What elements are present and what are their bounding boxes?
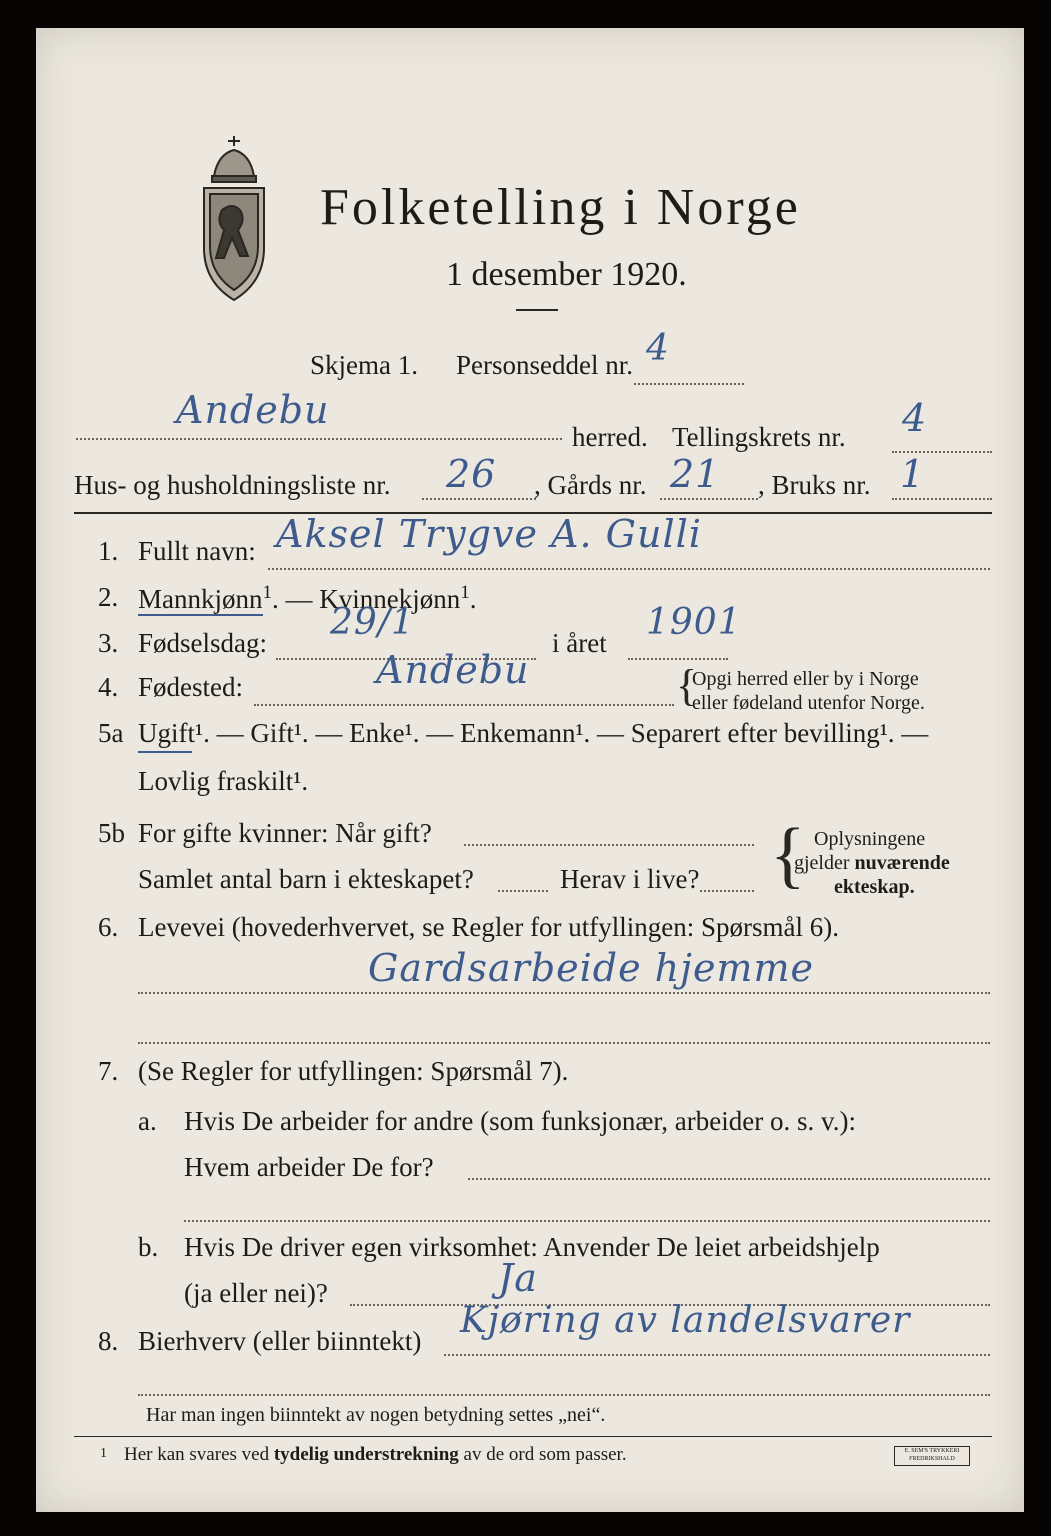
hus-line (422, 498, 536, 500)
q4-note-line1: Opgi herred eller by i Norge (692, 668, 919, 690)
q2-options (138, 582, 477, 615)
q7a-line2: Hvem arbeider De for? (184, 1152, 434, 1182)
q3-label: Fødselsdag: (138, 628, 268, 658)
q1-label: Fullt navn: (138, 536, 256, 566)
gards-label: , Gårds nr. (534, 470, 647, 500)
q5b-children-line (498, 890, 548, 892)
q7b-value: Ja (498, 1256, 538, 1300)
q8-number: 8. (98, 1326, 119, 1356)
skjema-label: Skjema 1. (310, 350, 418, 380)
tellingskrets-value: 4 (902, 396, 928, 440)
herred-line (76, 438, 562, 440)
q4-line (254, 704, 674, 706)
q5b-note-line2b: nuværende (854, 852, 950, 874)
q5b-note-line2a: gjelder (794, 852, 855, 874)
q4-note-line2: eller fødeland utenfor Norge. (692, 692, 925, 714)
bruks-value: 1 (900, 452, 926, 496)
herred-value: Andebu (176, 388, 330, 432)
q1-full-name-value: Aksel Trygve A. Gulli (276, 512, 702, 556)
q1-line (268, 568, 990, 570)
footnote-number: 1 (100, 1446, 107, 1461)
tellingskrets-label: Tellingskrets nr. (672, 422, 846, 452)
q7a-employer-line2 (184, 1220, 990, 1222)
herred-label: herred. (572, 422, 648, 452)
q5b-note-line2 (794, 852, 950, 875)
q2-number: 2. (98, 582, 119, 612)
q8-line2 (138, 1394, 990, 1396)
q4-label: Fødested: (138, 672, 243, 702)
q4-birthplace-value: Andebu (376, 648, 530, 692)
footnote-text (124, 1444, 627, 1466)
q5b-alive-label: Herav i live? (560, 864, 700, 894)
q7b-line1: Hvis De driver egen virksomhet: Anvender De leiet arbeidshjelp (184, 1232, 880, 1262)
q8-label: Bierhverv (eller biinntekt) (138, 1326, 422, 1356)
q6-number: 6. (98, 912, 119, 942)
q7a-employer-line1 (468, 1178, 990, 1180)
q3-birthday-value: 29/1 (330, 602, 415, 643)
bruks-line (892, 498, 992, 500)
footer-note: Har man ingen biinntekt av nogen betydning settes „nei“. (146, 1404, 606, 1426)
q3-year-value: 1901 (646, 602, 742, 643)
q7-number: 7. (98, 1056, 119, 1086)
q3-number: 3. (98, 628, 119, 658)
q5a-number: 5a (98, 718, 124, 748)
census-form-page (36, 28, 1024, 1512)
q1-number: 1. (98, 536, 119, 566)
personseddel-line (634, 383, 744, 385)
q3-year-label: i året (552, 628, 607, 658)
q2-dash: . — (272, 584, 320, 614)
q7-label: (Se Regler for utfyllingen: Spørsmål 7). (138, 1056, 569, 1086)
q2-male-sup: 1 (262, 582, 272, 603)
bruks-label: , Bruks nr. (758, 470, 871, 500)
q5b-married-line (464, 844, 754, 846)
norway-coat-of-arms-icon (194, 134, 274, 306)
q7a-line1: Hvis De arbeider for andre (som funksjonær, arbeider o. s. v.): (184, 1106, 856, 1136)
q6-occupation-value: Gardsarbeide hjemme (368, 946, 814, 990)
q7a-letter: a. (138, 1106, 157, 1136)
q8-side-income-value: Kjøring av landelsvarer (460, 1300, 911, 1341)
footnote-text-a: Her kan svares ved (124, 1444, 274, 1465)
gards-value: 21 (670, 452, 721, 496)
q3-year-line (628, 658, 728, 660)
personseddel-value: 4 (646, 328, 670, 369)
q6-line1 (138, 992, 990, 994)
q6-label: Levevei (hovederhvervet, se Regler for utfyllingen: Spørsmål 6). (138, 912, 840, 942)
footnote-text-c: av de ord som passer. (458, 1444, 627, 1465)
gards-line (660, 498, 758, 500)
title-divider (516, 309, 558, 311)
q2-male-option-underlined: Mannkjønn (138, 584, 263, 614)
q5a-ugift-underline (138, 751, 192, 753)
q2-female-option: Kvinnekjønn (319, 584, 461, 614)
hus-label: Hus- og husholdningsliste nr. (74, 470, 391, 500)
hus-value: 26 (446, 452, 497, 496)
q5b-line1: For gifte kvinner: Når gift? (138, 818, 432, 848)
q5b-note-line3: ekteskap. (834, 876, 915, 898)
q5b-alive-line (700, 890, 754, 892)
q5a-line2: Lovlig fraskilt¹. (138, 766, 309, 796)
printer-stamp: E. SEM'S TRYKKERI FREDRIKSHALD (894, 1446, 970, 1466)
q5a-line1: Ugift¹. — Gift¹. — Enke¹. — Enkemann¹. — Separert efter bevilling¹. — (138, 718, 929, 748)
footer-separator (74, 1436, 992, 1437)
q4-number: 4. (98, 672, 119, 702)
q4-brace: { (676, 661, 698, 710)
q5b-note-line1: Oplysningene (814, 828, 926, 850)
personseddel-label: Personseddel nr. (456, 350, 633, 380)
q6-line2 (138, 1042, 990, 1044)
q8-line1 (444, 1354, 990, 1356)
q5b-children-label: Samlet antal barn i ekteskapet? (138, 864, 474, 894)
footnote-text-bold: tydelig understrekning (273, 1444, 459, 1465)
q2-end: . (469, 584, 477, 614)
q7b-letter: b. (138, 1232, 159, 1262)
q5b-brace: { (770, 814, 806, 896)
q7b-line2: (ja eller nei)? (184, 1278, 328, 1308)
q2-female-sup: 1 (460, 582, 470, 603)
form-date: 1 desember 1920. (446, 256, 687, 293)
q5b-number: 5b (98, 818, 125, 848)
form-title: Folketelling i Norge (320, 179, 801, 236)
